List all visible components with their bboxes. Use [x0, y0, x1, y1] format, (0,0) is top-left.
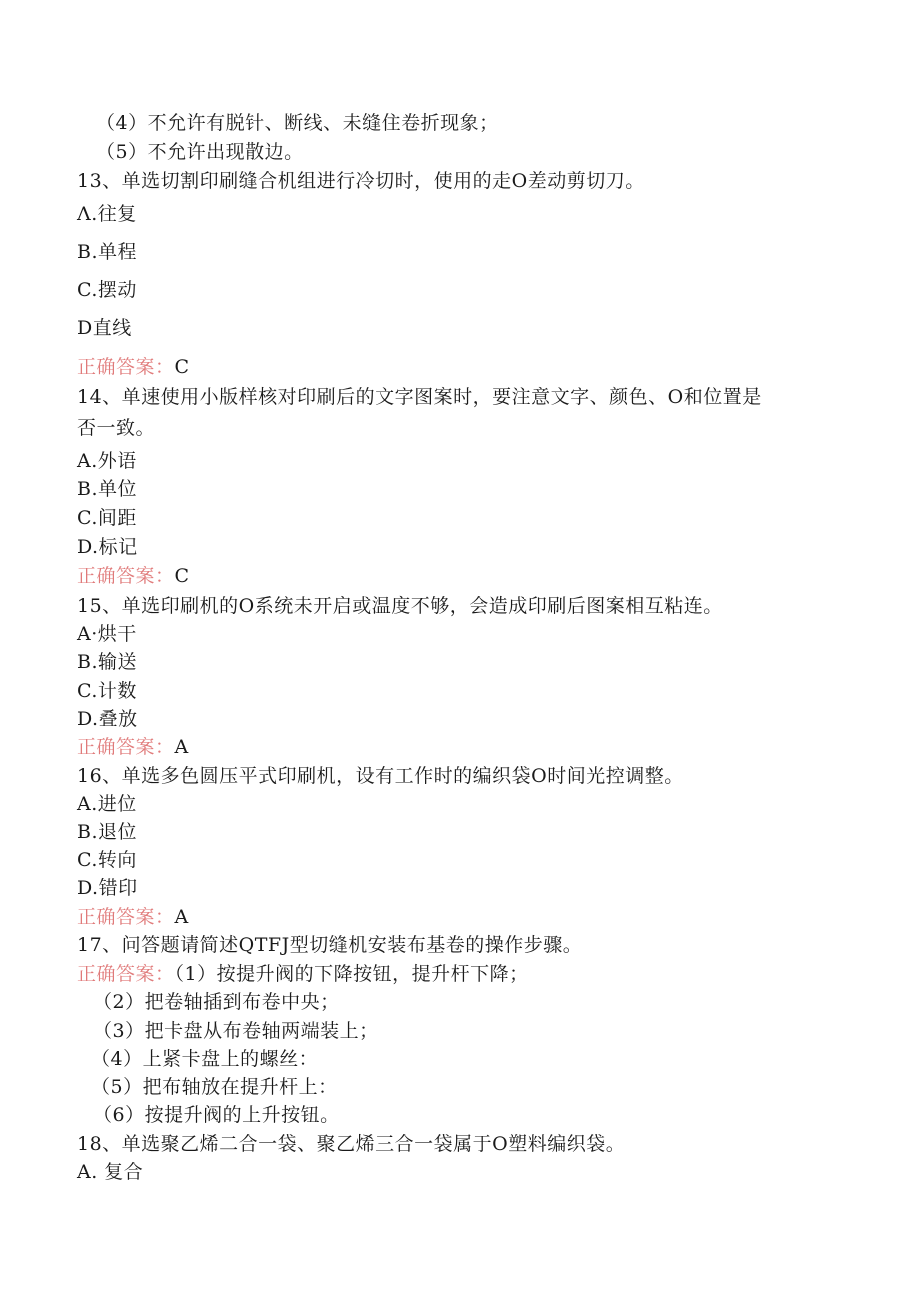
answer-label: 正确答案： — [77, 963, 175, 985]
option-c: C.摆动 — [77, 279, 137, 301]
answer-line — [77, 905, 189, 929]
answer-step: （3）把卡盘从布卷轴两端装上； — [93, 1020, 379, 1042]
question-13: 13、单选切割印刷缝合机组进行冷切时，使用的走O差动剪切刀。 — [77, 170, 645, 192]
question-15: 15、单选印刷机的O系统未开启或温度不够，会造成印刷后图案相互粘连。 — [77, 595, 723, 617]
answer-step: （2）把卷轴插到布卷中央； — [93, 991, 340, 1013]
question-14: 14、单速使用小版样核对印刷后的文字图案时，要注意文字、颜色、O和位置是 — [77, 386, 762, 408]
option-b: B.输送 — [77, 651, 138, 673]
answer-label: 正确答案： — [77, 565, 175, 587]
answer-label: 正确答案： — [77, 736, 175, 758]
answer-step: （4）上紧卡盘上的螺丝： — [91, 1048, 319, 1070]
answer-line — [77, 355, 190, 379]
option-a: A.进位 — [77, 793, 137, 815]
option-b: B.退位 — [77, 821, 138, 843]
answer-value: C — [174, 565, 190, 587]
option-c: C.转向 — [77, 849, 137, 871]
option-b: B.单程 — [77, 241, 138, 263]
option-d: D.标记 — [77, 536, 138, 558]
question-17: 17、问答题请简述QTFJ型切缝机安装布基卷的操作步骤。 — [77, 934, 583, 956]
option-d: D.错印 — [77, 877, 138, 899]
option-d: D.叠放 — [77, 708, 138, 730]
option-a: A. 复合 — [77, 1161, 144, 1183]
question-16: 16、单选多色圆压平式印刷机，设有工作时的编织袋O时间光控调整。 — [77, 765, 684, 787]
answer-step: （5）把布轴放在提升杆上： — [91, 1076, 338, 1098]
option-a: A.外语 — [77, 450, 137, 472]
answer-value: A — [174, 906, 189, 928]
step-line: （5）不允许出现散边。 — [96, 141, 304, 163]
answer-step: （1）按提升阀的下降按钮，提升杆下降； — [174, 963, 529, 985]
option-a: Λ.往复 — [77, 203, 137, 225]
answer-line — [77, 564, 190, 588]
answer-line — [77, 962, 529, 986]
option-d: D直线 — [77, 317, 132, 339]
question-14-cont: 否一致。 — [77, 417, 156, 439]
answer-value: C — [174, 356, 190, 378]
answer-label: 正确答案： — [77, 356, 175, 378]
question-18: 18、单选聚乙烯二合一袋、聚乙烯三合一袋属于O塑料编织袋。 — [77, 1133, 626, 1155]
answer-label: 正确答案： — [77, 906, 175, 928]
answer-line — [77, 735, 189, 759]
step-line: （4）不允许有脱针、断线、未缝住卷折现象； — [96, 112, 499, 134]
answer-step: （6）按提升阀的上升按钮。 — [93, 1104, 340, 1126]
option-b: B.单位 — [77, 478, 138, 500]
option-c: C.间距 — [77, 507, 137, 529]
option-c: C.计数 — [77, 680, 137, 702]
option-a: A·烘干 — [77, 623, 137, 645]
answer-value: A — [174, 736, 189, 758]
